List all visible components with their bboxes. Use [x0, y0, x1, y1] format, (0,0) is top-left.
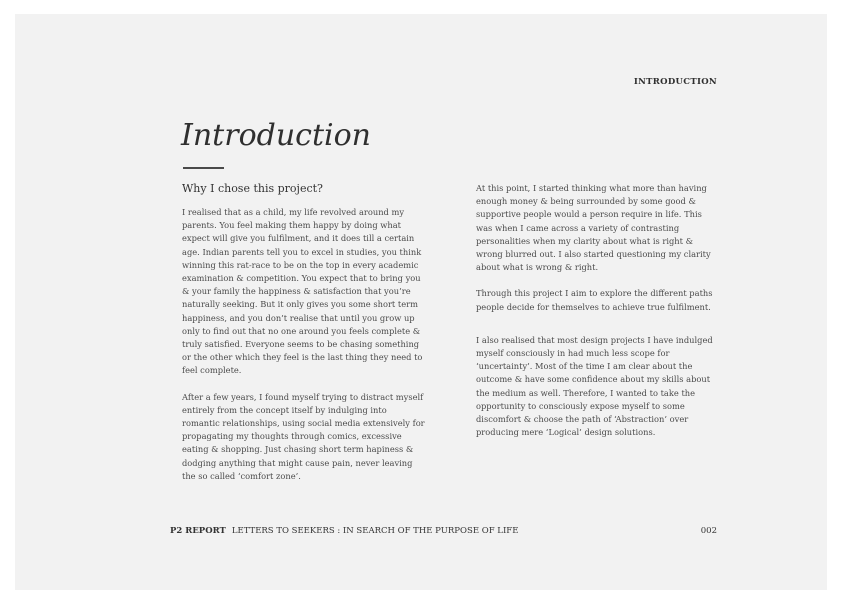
- page-title: Introduction: [181, 118, 371, 153]
- paragraph: After a few years, I found myself trying to distract myself entirely from the concept itself by indulging into romantic relationships, using social media extensively for propagating my thoughts through comics, excessive eating & shopping. Just chasing short term hapiness & dodging anything that might cause pain, never leaving the so called ‘comfort zone’.: [182, 391, 425, 481]
- paragraph: At this point, I started thinking what more than having enough money & being surrounded by some good & supportive people would a person require in life. This was when I came across a variety of contrasting personalities when my clarity about what is right & wrong blurred out. I also started questioning my clarity about what is wrong & right.: [476, 183, 711, 273]
- section-label: INTRODUCTION: [633, 77, 717, 87]
- paragraph: Through this project I aim to explore the different paths people decide for themselves to achieve true fulfilment.: [476, 288, 713, 312]
- right-column: [476, 182, 720, 452]
- title-divider: [183, 167, 224, 169]
- project-title: LETTERS TO SEEKERS : IN SEARCH OF THE PURPOSE OF LIFE: [231, 526, 519, 536]
- footer-report-title: [170, 526, 518, 536]
- section-subtitle: Why I chose this project?: [182, 182, 323, 195]
- page-number: 002: [700, 526, 717, 536]
- paragraph: I realised that as a child, my life revolved around my parents. You feel making them happy by doing what expect will give you fulfilment, and it does till a certain age. Indian parents tell you to excel in studies, you think winning this rat-race to be on the top in every academic examination & competition. You expect that to bring you & your family the happiness & satisfaction that you’re naturally seeking. But it only gives you some short term happiness, and you don’t realise that until you grow up only to find out that no one around you feels complete & truly satisfied. Everyone seems to be chasing something or the other which they feel is the last thing they need to feel complete.: [182, 207, 423, 376]
- page-sheet: [15, 14, 827, 590]
- paragraph: I also realised that most design projects I have indulged myself consciously in had much less scope for ‘uncertainty’. Most of the time I am clear about the outcome & have some confidence about my skills about the medium as well. Therefore, I wanted to take the opportunity to consciously expose myself to some discomfort & choose the path of ‘Abstraction’ over producing mere ‘Logical’ design solutions.: [476, 334, 713, 438]
- left-column: [182, 206, 425, 496]
- report-label: P2 REPORT: [170, 526, 226, 536]
